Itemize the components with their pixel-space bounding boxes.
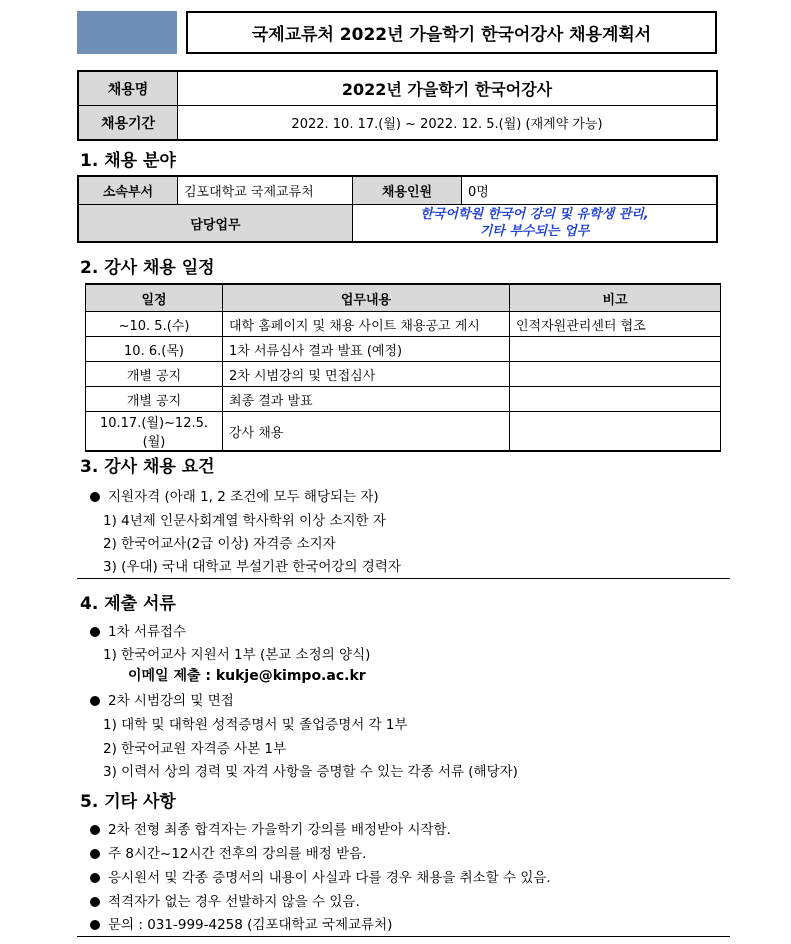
section-3-heading: 3. 강사 채용 요건 <box>80 457 215 477</box>
submission-bullet-2 <box>90 689 234 709</box>
list-item <box>90 842 366 862</box>
schedule-table <box>85 283 721 452</box>
table-row <box>86 312 721 337</box>
duty-line-1: 한국어학원 한국어 강의 및 유학생 관리, <box>420 207 649 222</box>
list-item: 1) 대학 및 대학원 성적증명서 및 졸업증명서 각 1부 <box>103 717 408 733</box>
bullet-icon <box>90 627 100 637</box>
list-item: 1) 4년제 인문사회계열 학사학위 이상 소지한 자 <box>103 513 386 529</box>
table-row <box>86 412 721 452</box>
divider <box>77 936 730 937</box>
count-label: 채용인원 <box>353 176 462 205</box>
requirement-bullet-text: 지원자격 (아래 1, 2 조건에 모두 해당되는 자) <box>108 489 379 505</box>
schedule-header-note: 비고 <box>510 284 721 312</box>
schedule-task: 대학 홈페이지 및 채용 사이트 채용공고 게시 <box>223 312 510 337</box>
table-row <box>86 362 721 387</box>
section-5-heading: 5. 기타 사항 <box>80 792 176 812</box>
submission-bullet-1-text: 1차 서류접수 <box>108 624 187 640</box>
list-item: 3) 이력서 상의 경력 및 자격 사항을 증명할 수 있는 각종 서류 (해당자) <box>103 764 518 780</box>
table-row <box>86 337 721 362</box>
duty-line-2: 기타 부수되는 업무 <box>479 224 590 239</box>
section-4-heading: 4. 제출 서류 <box>80 594 176 614</box>
schedule-header-task: 업무내용 <box>223 284 510 312</box>
note-text: 적격자가 없는 경우 선발하지 않을 수 있음. <box>108 894 360 910</box>
schedule-note <box>510 412 721 452</box>
schedule-header-date: 일정 <box>86 284 223 312</box>
schedule-note <box>510 337 721 362</box>
schedule-task: 강사 채용 <box>223 412 510 452</box>
recruit-name-label: 채용명 <box>78 71 178 106</box>
contact-text: 문의 : 031-999-4258 (김포대학교 국제교류처) <box>108 917 393 933</box>
list-item <box>90 818 451 838</box>
schedule-date: ~10. 5.(수) <box>86 312 223 337</box>
bullet-icon <box>90 492 100 502</box>
schedule-task: 1차 서류심사 결과 발표 (예정) <box>223 337 510 362</box>
schedule-date: 10. 6.(목) <box>86 337 223 362</box>
requirement-bullet <box>90 485 379 505</box>
dept-value: 김포대학교 국제교류처 <box>178 176 353 205</box>
duty-value <box>353 205 718 243</box>
schedule-date: 10.17.(월)~12.5.(월) <box>86 412 223 452</box>
bullet-icon <box>90 825 100 835</box>
bullet-icon <box>90 920 100 930</box>
note-text: 응시원서 및 각종 증명서의 내용이 사실과 다를 경우 채용을 취소할 수 있음. <box>108 870 551 886</box>
bullet-icon <box>90 696 100 706</box>
list-item: 1) 한국어교사 지원서 1부 (본교 소정의 양식) <box>103 647 371 663</box>
email-submission: 이메일 제출 : kukje@kimpo.ac.kr <box>128 668 366 684</box>
divider <box>77 578 730 579</box>
schedule-date: 개별 공지 <box>86 387 223 412</box>
recruit-period-value: 2022. 10. 17.(월) ~ 2022. 12. 5.(월) (재계약 가능) <box>178 106 718 141</box>
schedule-task: 최종 결과 발표 <box>223 387 510 412</box>
bullet-icon <box>90 849 100 859</box>
table-row <box>86 387 721 412</box>
submission-bullet-2-text: 2차 시범강의 및 면접 <box>108 693 234 709</box>
duty-label: 담당업무 <box>78 205 353 243</box>
header-color-block <box>77 11 177 54</box>
list-item: 2) 한국어교원 자격증 사본 1부 <box>103 741 287 757</box>
schedule-task: 2차 시범강의 및 면접심사 <box>223 362 510 387</box>
bullet-icon <box>90 873 100 883</box>
list-item <box>90 890 360 910</box>
schedule-note: 인적자원관리센터 협조 <box>510 312 721 337</box>
schedule-date: 개별 공지 <box>86 362 223 387</box>
list-item: 2) 한국어교사(2급 이상) 자격증 소지자 <box>103 536 336 552</box>
count-value: 0명 <box>462 176 718 205</box>
submission-bullet-1 <box>90 620 186 640</box>
schedule-note <box>510 362 721 387</box>
bullet-icon <box>90 897 100 907</box>
dept-label: 소속부서 <box>78 176 178 205</box>
dept-table <box>77 175 718 243</box>
section-1-heading: 1. 채용 분야 <box>80 151 176 171</box>
recruit-name-value: 2022년 가을학기 한국어강사 <box>178 71 718 106</box>
list-item <box>90 913 392 933</box>
list-item: 3) (우대) 국내 대학교 부설기관 한국어강의 경력자 <box>103 559 401 575</box>
note-text: 주 8시간~12시간 전후의 강의를 배정 받음. <box>108 846 367 862</box>
document-title: 국제교류처 2022년 가을학기 한국어강사 채용계획서 <box>186 11 717 54</box>
note-text: 2차 전형 최종 합격자는 가을학기 강의를 배정받아 시작함. <box>108 822 451 838</box>
list-item <box>90 866 551 886</box>
schedule-note <box>510 387 721 412</box>
recruit-period-label: 채용기간 <box>78 106 178 141</box>
section-2-heading: 2. 강사 채용 일정 <box>80 258 215 278</box>
recruit-table <box>77 70 718 141</box>
